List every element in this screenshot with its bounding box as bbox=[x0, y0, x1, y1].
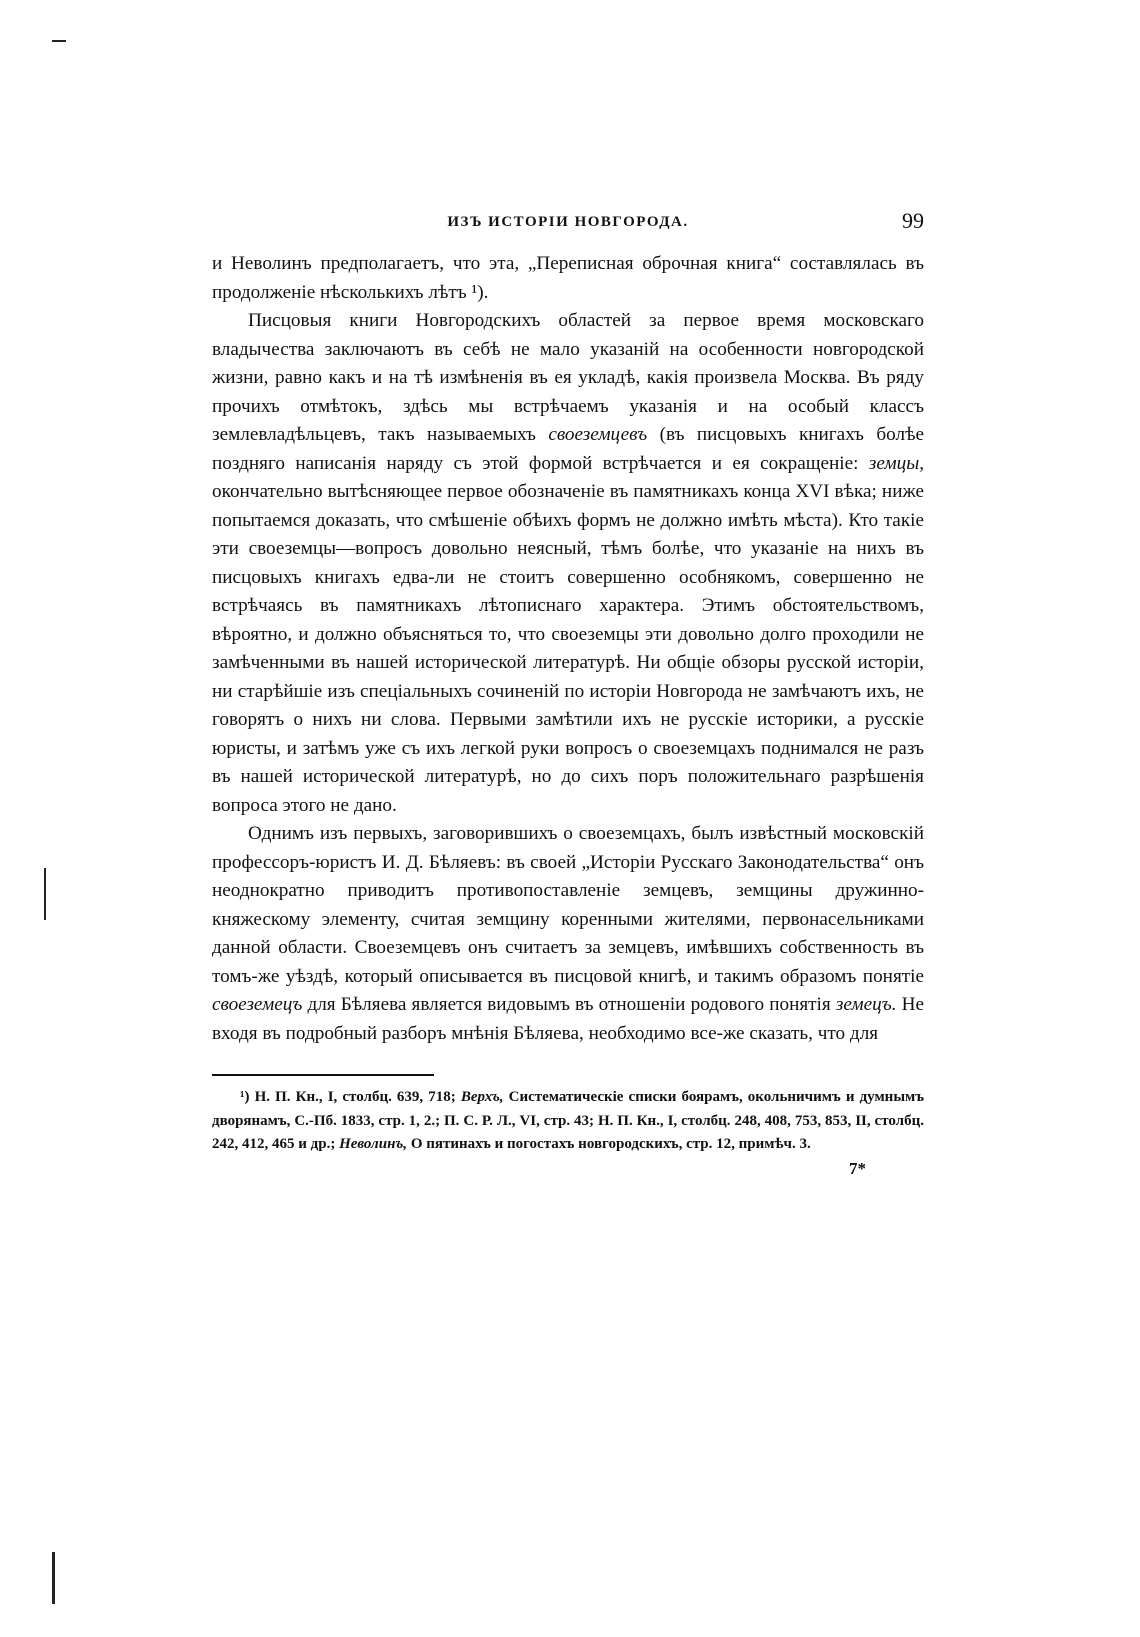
scan-mark-bottom bbox=[52, 1552, 55, 1604]
paragraph-3-text-c: Не входя въ подробный разборъ мнѣнія Бѣляева, необходимо все-же сказать, что для bbox=[212, 994, 925, 1044]
body-text bbox=[212, 250, 924, 1048]
footnote-rule bbox=[212, 1074, 434, 1076]
footnote-author-verkh: Верхъ, bbox=[460, 1089, 504, 1105]
paragraph-2-text-a: Писцовыя книги Новгородскихъ областей за первое время московскаго владычества заключаютъ въ себѣ не мало указаній на особенности новгородской жизни, равно какъ и на тѣ измѣненія въ ея укладѣ, какія произвела Москва. Въ ряду прочихъ отмѣтокъ, здѣсь мы встрѣчаемъ указанія и на особый классъ землевладѣльцевъ, такъ называемыхъ bbox=[212, 310, 924, 445]
footnote bbox=[212, 1086, 924, 1157]
running-title: ИЗЪ ИСТОРІИ НОВГОРОДА. bbox=[447, 214, 689, 230]
running-head bbox=[212, 208, 924, 238]
scan-mark-middle bbox=[44, 868, 46, 920]
footnote-part-2: Систематическіе списки боярамъ, окольничимъ и думнымъ дворянамъ, С.-Пб. 1833, стр. 1, 2.; П. С. Р. Л., VI, стр. 43; Н. П. Кн., I, столбц. 248, 408, 753, 853, II, столбц. 242, 412, 465 и др.; bbox=[212, 1089, 924, 1152]
paragraph-3-term-svoezemets: своеземецъ bbox=[212, 994, 303, 1015]
footnote-part-1: ¹) Н. П. Кн., I, столбц. 639, 718; bbox=[240, 1089, 456, 1105]
paragraph-2-text-b: (въ писцовыхъ книгахъ болѣе поздняго написанія наряду съ этой формой встрѣчается и ея сокращеніе: bbox=[212, 424, 924, 474]
paragraph-2 bbox=[212, 307, 924, 820]
paragraph-3 bbox=[212, 820, 924, 1048]
page-number: 99 bbox=[902, 208, 924, 233]
paragraph-3-text-b: для Бѣляева является видовымъ въ отношеніи родового понятія bbox=[307, 994, 831, 1015]
paragraph-3-text-a: Однимъ изъ первыхъ, заговорившихъ о своеземцахъ, былъ извѣстный московскій профессоръ-юристъ И. Д. Бѣляевъ: въ своей „Исторіи Русскаго Законодательства“ онъ неоднократно приводитъ противопоставленіе земцевъ, земщины дружинно-княжескому элементу, считая земщину коренными жителями, первонасельниками данной области. Своеземцевъ онъ считаетъ за земцевъ, имѣвшихъ собственность въ томъ-же уѣздѣ, который описывается въ писцовой книгѣ, и такимъ образомъ понятіе bbox=[212, 823, 924, 987]
page bbox=[212, 208, 924, 1179]
scan-mark-top bbox=[52, 40, 66, 42]
paragraph-2-term-zemtsy: земцы, bbox=[868, 452, 925, 474]
footnote-author-nevolin: Неволинъ, bbox=[339, 1136, 408, 1152]
signature-mark: 7* bbox=[849, 1158, 866, 1178]
footnote-part-3: О пятинахъ и погостахъ новгородскихъ, стр. 12, примѣч. 3. bbox=[410, 1136, 811, 1152]
paragraph-2-text-c: окончательно вытѣсняющее первое обозначеніе въ памятникахъ конца XVI вѣка; ниже попытаемся доказать, что смѣшеніе обѣихъ формъ не должно имѣть мѣста). Кто такіе эти своеземцы—вопросъ довольно неясный, тѣмъ болѣе, что указаніе на нихъ въ писцовыхъ книгахъ едва-ли не стоитъ совершенно особнякомъ, совершенно не встрѣчаясь въ памятникахъ лѣтописнаго характера. Этимъ обстоятельствомъ, вѣроятно, и должно объясняться то, что своеземцы эти довольно долго проходили не замѣченными въ нашей исторической литературѣ. Ни общіе обзоры русской исторіи, ни старѣйшіе изъ спеціальныхъ сочиненій по исторіи Новгорода не замѣчаютъ ихъ, не говорятъ о нихъ ни слова. Первыми замѣтили ихъ не русскіе историки, а русскіе юристы, и затѣмъ уже съ ихъ легкой руки вопросъ о своеземцахъ поднимался не разъ въ нашей исторической литературѣ, но до сихъ поръ положительнаго разрѣшенія вопроса этого не дано. bbox=[212, 481, 924, 816]
paragraph-2-term-svoezemtsev: своеземцевъ bbox=[548, 424, 648, 445]
footnote-text bbox=[212, 1086, 924, 1157]
paragraph-3-term-zemets: земецъ. bbox=[835, 994, 897, 1015]
paragraph-1: и Неволинъ предполагаетъ, что эта, „Переписная оброчная книга“ составлялась въ продолженіе нѣсколькихъ лѣтъ ¹). bbox=[212, 253, 924, 303]
